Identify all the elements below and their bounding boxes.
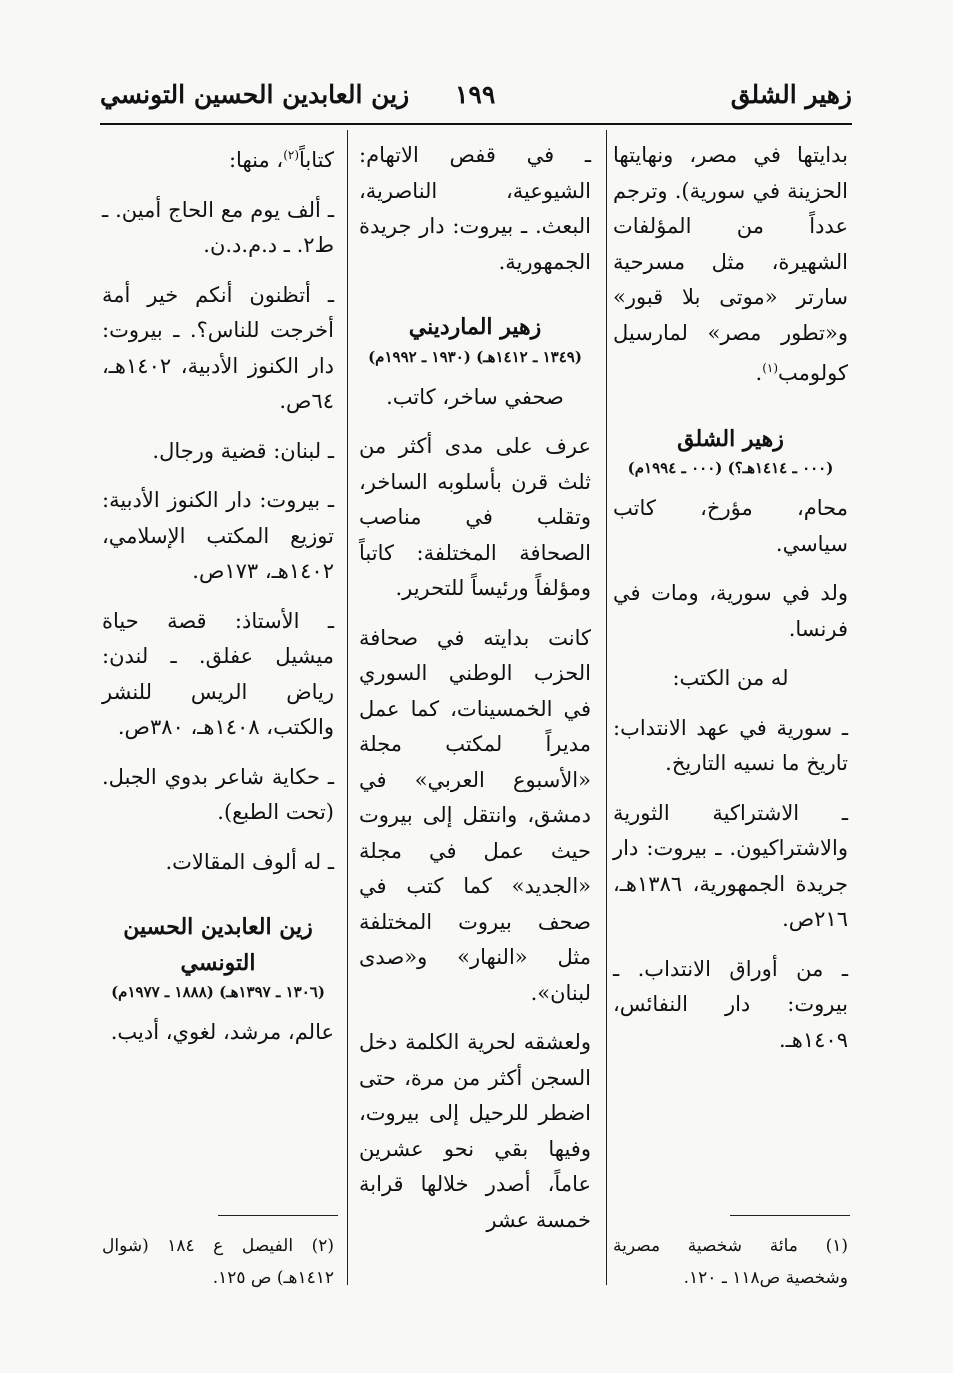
column-separator [606,130,607,1285]
paragraph: ولد في سورية، ومات في فرنسا. [613,581,848,641]
running-header [100,78,852,118]
entry-title: زين العابدين الحسين التونسي [123,914,313,976]
column-separator [347,130,348,1285]
footnote-rule [730,1215,850,1216]
paragraph-text: كتاباً [299,148,334,172]
column-left [102,138,334,1065]
paragraph: كانت بدايته في صحافة الحزب الوطني السوري في الخمسينات، كما عمل مديراً لمكتب مجلة «الأسبوع العربي» في دمشق، وانتقل إلى بيروت حيث عمل في مجلة «الجديد» كما كتب في صحف بيروت المختلفة مثل «النهار» و«صدى لبنان». [359,625,591,1005]
paragraph: له من الكتب: [672,666,789,690]
entry-title: زهير المارديني [408,314,542,340]
paragraph: ـ من أوراق الانتداب. ـ بيروت: دار النفائس، ١٤٠٩هـ. [613,956,848,1052]
paragraph: عرف على مدى أكثر من ثلث قرن بأسلوبه الساخر، وتقلب في مناصب الصحافة المختلفة: كاتباً ومؤلفاً ورئيساً للتحرير. [359,434,591,600]
paragraph-text: بدايتها في مصر، ونهايتها الحزينة في سورية). وترجم عدداً من المؤلفات الشهيرة، مثل مسرحية سارتر «موتى بلا قبور» و«تطور مصر» لمارسيل كولومب [613,143,848,385]
paragraph-text: ، منها: [228,148,284,172]
paragraph: ولعشقه لحرية الكلمة دخل السجن أكثر من مرة، حتى اضطر للرحيل إلى بيروت، وفيها بقي نحو عشرين عاماً، أصدر خلالها قرابة خمسة عشر [359,1030,591,1232]
column-middle [359,138,591,1252]
paragraph: ـ ألف يوم مع الحاج أمين. ـ ط٢. ـ د.م.د.ن. [102,197,334,257]
paragraph: ـ له ألوف المقالات. [165,849,334,874]
paragraph: ـ بيروت: دار الكنوز الأدبية: توزيع المكتب الإسلامي، ١٤٠٢هـ، ١٧٣ص. [102,488,334,583]
header-left-title: زين العابدين الحسين التونسي [100,80,410,109]
column-right [613,138,848,1072]
paragraph: ـ سورية في عهد الانتداب: تاريخ ما نسيه التاريخ. [613,715,848,775]
entry-title: زهير الشلق [677,425,784,452]
footnote: (٢) الفيصل ع ١٨٤ (شوال ١٤١٢هـ) ص ١٢٥. [102,1236,334,1288]
paragraph: ـ الاشتراكية الثورية والاشتراكيون. ـ بيروت: دار جريدة الجمهورية، ١٣٨٦هـ، ٢١٦ص. [613,800,848,931]
paragraph: ـ في قفص الاتهام: الشيوعية، الناصرية، البعث. ـ بيروت: دار جريدة الجمهورية. [359,143,591,274]
entry-dates: (١٣٤٩ ـ ١٤١٢هـ) (١٩٣٠ ـ ١٩٩٢م) [368,347,582,366]
entry-dates: (٠٠٠ ـ ١٤١٤هـ؟) (٠٠٠ ـ ١٩٩٤م) [627,459,834,477]
footnote-rule [218,1215,338,1216]
entry-dates: (١٣٠٦ ـ ١٣٩٧هـ) (١٨٨٨ ـ ١٩٧٧م) [111,983,325,1001]
paragraph: ـ لبنان: قضية ورجال. [152,438,334,463]
paragraph: ـ حكاية شاعر بدوي الجبل. (تحت الطبع). [102,764,334,824]
paragraph [102,138,334,179]
paragraph: ـ الأستاذ: قصة حياة ميشيل عفلق. ـ لندن: رياض الريس للنشر والكتب، ١٤٠٨هـ، ٣٨٠ص. [102,608,334,739]
paragraph: بدايتها في مصر، ونهايتها الحزينة في سورية). وترجم عدداً من المؤلفات الشهيرة، مثل مسرحية سارتر «موتى بلا قبور» و«تطور مصر» لمارسيل كولومب$^{(١)}$. [613,143,848,385]
paragraph: عالم، مرشد، لغوي، أديب. [110,1020,334,1044]
page-number: ١٩٩ [455,80,496,109]
paragraph: ـ أتظنون أنكم خير أمة أخرجت للناس؟. ـ بيروت: دار الكنوز الأدبية، ١٤٠٢هـ، ٦٤ص. [102,282,334,413]
header-right-title: زهير الشلق [730,80,852,109]
footnote: (١) مائة شخصية مصرية وشخصية ص١١٨ ـ ١٢٠. [613,1236,848,1288]
paragraph: محام، مؤرخ، كاتب سياسي. [613,496,848,556]
footnote-ref: (٢) [283,148,300,162]
header-rule [100,123,852,125]
paragraph: صحفي ساخر، كاتب. [386,384,564,409]
footnote-ref: (١) [762,361,779,375]
